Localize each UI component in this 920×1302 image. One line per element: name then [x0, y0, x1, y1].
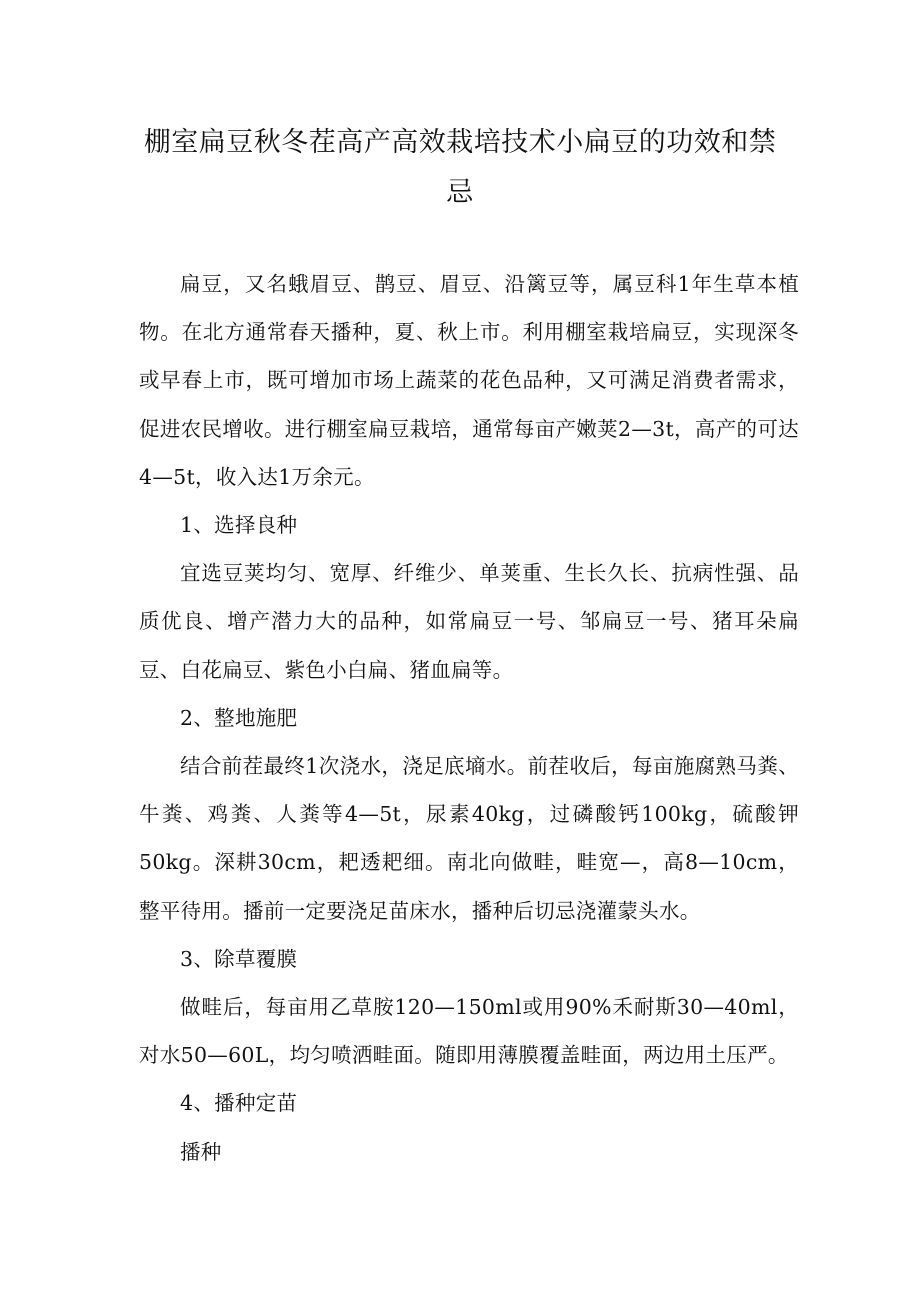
subheading-sowing: 播种 — [180, 1139, 222, 1164]
section-heading-sowing: 4、播种定苗 — [180, 1091, 298, 1116]
soil-fertilizer-paragraph: 结合前茬最终1次浇水，浇足底墒水。前茬收后，每亩施腐熟马粪、牛粪、鸡粪、人粪等4—5t，尿素40kg，过磷酸钙100kg，硫酸钾50kg。深耕30cm，耙透耙细。南北向做畦，畦宽—，高8—10cm，整平待用。播前一定要浇足苗床水，播种后切忌浇灌蒙头水。 — [139, 754, 799, 923]
document-title: 棚室扁豆秋冬茬高产高效栽培技术小扁豆的功效和禁忌 — [143, 127, 777, 208]
select-variety-paragraph: 宜选豆荚均匀、宽厚、纤维少、单荚重、生长久长、抗病性强、品质优良、增产潜力大的品种，如常扁豆一号、邹扁豆一号、猪耳朵扁豆、白花扁豆、紫色小白扁、猪血扁等。 — [139, 561, 799, 682]
section-heading-soil-fertilizer: 2、整地施肥 — [180, 705, 298, 730]
document-body — [139, 260, 799, 1176]
weeding-mulching-paragraph: 做畦后，每亩用乙草胺120—150ml或用90%禾耐斯30—40ml，对水50—60L，均匀喷洒畦面。随即用薄膜覆盖畦面，两边用土压严。 — [139, 995, 799, 1068]
section-heading-select-variety: 1、选择良种 — [180, 513, 298, 538]
section-heading-weeding-mulching: 3、除草覆膜 — [180, 946, 298, 971]
intro-paragraph: 扁豆，又名蛾眉豆、鹊豆、眉豆、沿篱豆等，属豆科1年生草本植物。在北方通常春天播种，夏、秋上市。利用棚室栽培扁豆，实现深冬或早春上市，既可增加市场上蔬菜的花色品种，又可满足消费者需求，促进农民增收。进行棚室扁豆栽培，通常每亩产嫩荚2—3t，高产的可达4—5t，收入达1万余元。 — [139, 272, 799, 489]
